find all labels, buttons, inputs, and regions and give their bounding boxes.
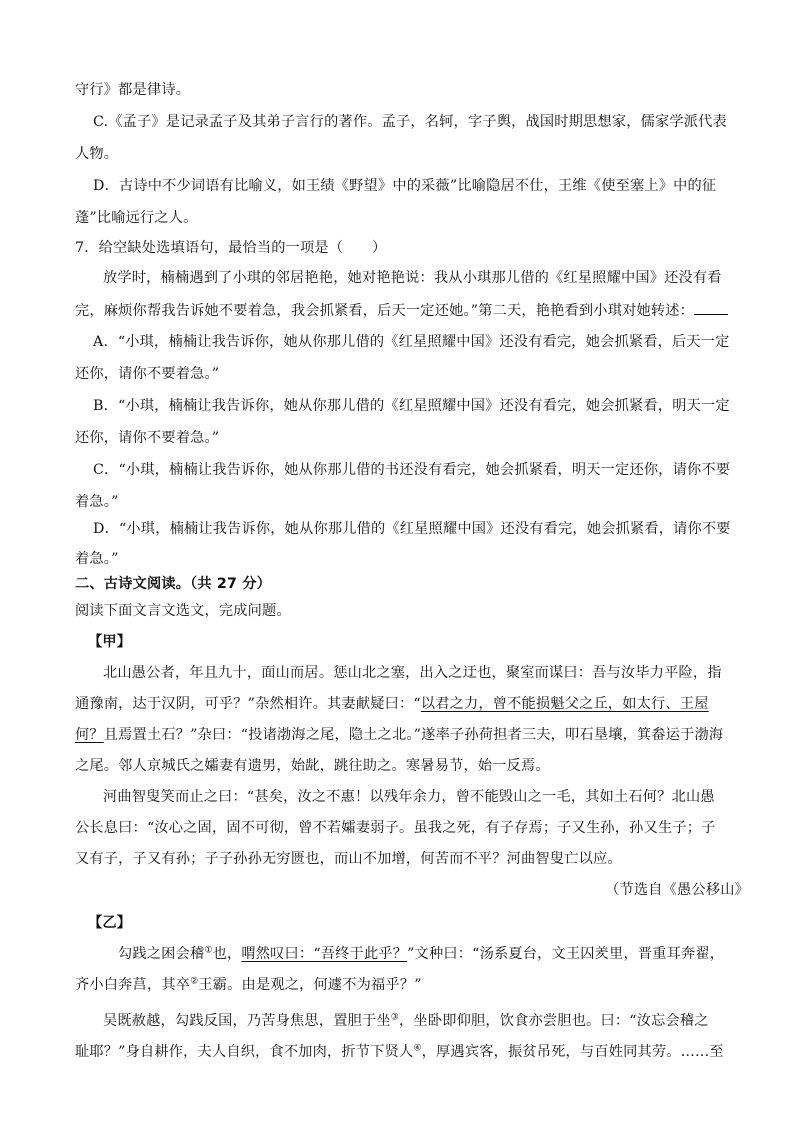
q7-option-a-line1: A．“小琪，楠楠让我告诉你，她从你那儿借的《红星照耀中国》还没有看完，她会抓紧看，后天一定 [93,334,730,350]
jia-p2-line3: 又有子，子又有孙；子子孙孙无穷匮也，而山不加增，何苦而不平？河曲智叟亡以应。 [75,851,622,867]
jia-p1-line1: 北山愚公者，年且九十，面山而居。惩山北之塞，出入之迂也，聚室而谋曰：吾与汝毕力平险，指 [103,665,722,681]
underlined-sentence-yi: 喟然叹曰：“吾终于此乎？ [241,946,408,962]
yi-p1-text-a: 勾践之困会稽 [118,946,205,962]
q6-option-d-line1: D．古诗中不少词语有比喻义，如王绩《野望》中的采薇”比喻隐居不仕，王维《使至塞上》中的征 [93,178,717,194]
footnote-marker-3: ③ [390,1012,400,1023]
q6-option-c-line1: C.《孟子》是记录孟子及其弟子言行的著作。孟子，名轲，字子舆，战国时期思想家，儒家学派代表 [93,114,727,130]
footnote-marker-1: ① [204,945,213,956]
q7-context-text: 完，麻烦你帮我告诉她不要着急，我会抓紧看，后天一定还她。”第二天，艳艳看到小琪对她转述： [75,303,695,319]
passage-jia-label: 【甲】 [88,634,132,650]
footnote-marker-2: ② [190,976,199,987]
yi-p2-text-a: 吴既赦越，勾践反国，乃苦身焦思，置胆于坐 [103,1013,391,1029]
q7-option-b-line2: 还你，请你不要着急。” [75,430,220,446]
q6-line-tail: 守行》都是律诗。 [75,82,191,98]
yi-p2-line2-text-b: ，厚遇宾客，振贫吊死，与百姓同其劳。……至 [421,1044,724,1060]
jia-p1-line4: 之尾。邻人京城氏之孀妻有遗男，始龀，跳往助之。寒暑易节，始一反焉。 [75,758,550,774]
underlined-sentence-part1: 以君之力，曾不能损魁父之丘，如太行、王屋 [420,696,709,712]
yi-p1-line2-text-a: 齐小白奔莒，其卒 [75,977,191,993]
q7-option-d-line2: 着急。” [75,551,119,567]
yi-p2-line2 [75,1042,755,1062]
q6-option-c-line2: 人物。 [75,146,119,162]
yi-p2-line1 [103,1011,783,1031]
jia-source: （节选自《愚公移山》 [605,882,749,898]
passage-yi-label: 【乙】 [88,915,132,931]
q7-option-b-line1: B．“小琪，楠楠让我告诉你，她从你那儿借的《红星照耀中国》还没有看完，她会抓紧看，明天一定 [93,398,730,414]
q7-context-line2 [75,300,755,321]
q7-option-c-line2: 着急。” [75,494,119,510]
yi-p1-line1 [118,944,794,964]
yi-p1-text-b: 也， [212,946,242,962]
yi-p1-text-c: ”文种曰：“汤系夏台，文王囚羑里，晋重耳奔翟， [407,946,725,962]
jia-p1-line2-text: 通豫南，达于汉阴，可乎？”杂然相许。其妻献疑曰：“ [75,696,421,712]
q7-option-a-line2: 还你，请你不要着急。” [75,366,220,382]
jia-p1-line3-text: 且焉置土石？”杂曰：“投诸渤海之尾，隐土之北。”遂率子孙荷担者三夫，叩石垦壤，箕畚运于渤海 [103,727,724,743]
jia-p1-line2 [75,694,755,714]
q7-stem: 7．给空缺处选填语句，最恰当的一项是（ ） [75,240,387,256]
footnote-marker-4: ④ [413,1043,422,1054]
yi-p2-line2-text-a: 耻耶？”身自耕作，夫人自织，食不加肉，折节下贤人 [75,1044,414,1060]
q7-option-d-line1: D．“小琪，楠楠让我告诉你，她从你那儿借的《红星照耀中国》还没有看完，她会抓紧看，请你不要 [93,521,731,537]
section-instruction: 阅读下面文言文选文，完成问题。 [75,603,291,619]
jia-p2-line1: 河曲智叟笑而止之曰：“甚矣，汝之不惠！以残年余力，曾不能毁山之一毛，其如土石何？北山愚 [103,789,715,805]
jia-p1-line3 [75,725,755,745]
yi-p2-text-b: ，坐卧即仰胆，饮食亦尝胆也。曰：“汝忘会稽之 [399,1013,709,1029]
underlined-sentence-part2: 何？ [75,727,104,743]
jia-p2-line2: 公长息曰：“汝心之固，固不可彻，曾不若孀妻弱子。虽我之死，有子存焉；子又生孙，孙又生子；子 [75,820,716,836]
yi-p1-line2 [75,975,755,995]
section-heading: 二、古诗文阅读。（共 27 分） [75,576,271,592]
yi-p1-line2-text-b: 王霸。由是观之，何遽不为福乎？” [198,977,422,993]
q7-context-line1: 放学时，楠楠遇到了小琪的邻居艳艳，她对艳艳说：我从小琪那儿借的《红星照耀中国》还没有看 [103,270,722,286]
q6-option-d-line2: 蓬”比喻远行之人。 [75,210,198,226]
answer-blank [694,300,728,315]
q7-option-c-line1: C．“小琪，楠楠让我告诉你，她从你那儿借的书还没有看完，她会抓紧看，明天一定还你，请你不要 [93,462,731,478]
